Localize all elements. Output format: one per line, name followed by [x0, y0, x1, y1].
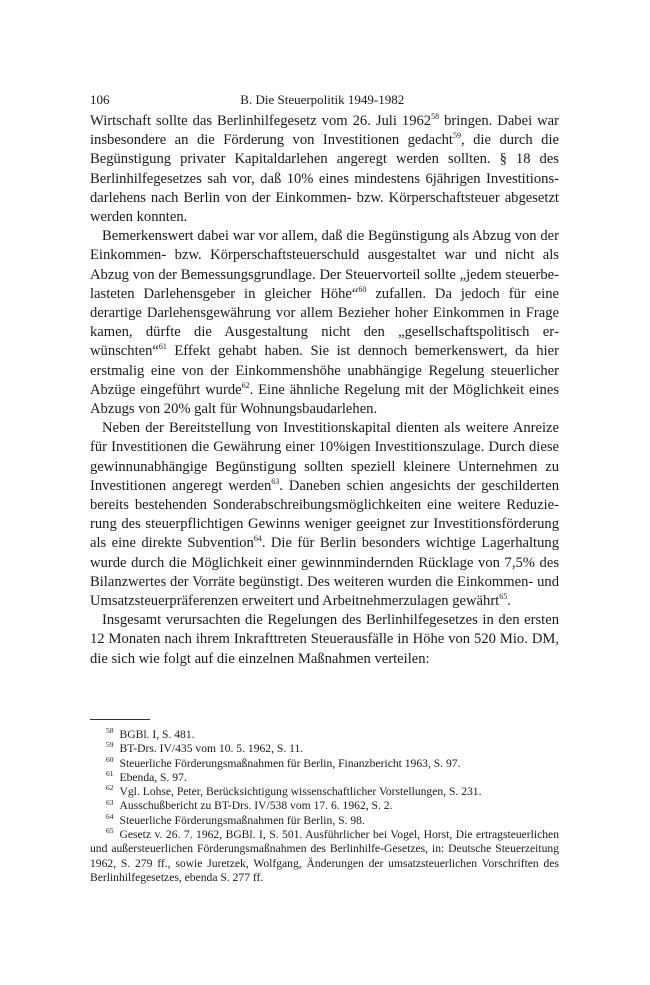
footnote: [90, 742, 559, 756]
footnote-number: 61: [106, 769, 114, 779]
paragraph-text: Bemerkenswert dabei war vor allem, daß die Begünstigung als Abzug von der Einkommen- bzw. Körperschaftsteuerschuld ausgestaltet war und nicht als Abzug von der Bemessungsgrundlage. Der Steuervorteil sollte „jedem steuerbelasteten Darlehensgeber in gleicher Höhe“: [90, 228, 559, 302]
footnote: [90, 771, 559, 785]
paragraph: [90, 227, 559, 419]
paragraph-text: . Eine ähnliche Regelung mit der Möglichkeit eines Abzugs von 20% galt für Wohnungsbaudarlehen.: [90, 381, 559, 418]
paragraph: [90, 112, 559, 227]
footnote-text: Vgl. Lohse, Peter, Berücksichtigung wissenschaftlicher Vorstellungen, S. 231.: [119, 785, 482, 799]
footnote-text: Ausschußbericht zu BT-Drs. IV/538 vom 17. 6. 1962, S. 2.: [119, 799, 393, 813]
footnote-divider: [90, 719, 150, 720]
paragraph-text: Wirtschaft sollte das Berlinhilfegesetz vom 26. Juli 1962: [90, 113, 432, 129]
footnote-number: 60: [106, 754, 114, 764]
paragraph-text: . Die für Berlin besonders wichtige Lagerhaltung wurde durch die Möglichkeit einer gewinnmindernden Rücklage von 7,5% des Bilanzwertes der Vorräte begünstigt. Des weiteren wurden die Einkommen- und Umsatzsteuerpräferenzen erweitert und Arbeitnehmerzulagen gewährt: [90, 535, 559, 610]
running-title: B. Die Steuerpolitik 1949-1982: [240, 92, 405, 107]
footnote-ref[interactable]: 61: [158, 342, 167, 352]
paragraph: [90, 419, 559, 611]
footnote-number: 64: [106, 811, 114, 821]
running-header: [90, 92, 559, 112]
footnote: [90, 728, 559, 742]
footnote: [90, 799, 559, 813]
paragraph-text: bringen. Dabei war insbesondere an die Förderung von Investitionen gedacht: [90, 113, 559, 149]
paragraph-text: Insgesamt verursachten die Regelungen des Berlinhilfegesetzes in den ersten 12 Monaten nach ihrem Inkrafttreten Steuerausfälle in Höhe von 520 Mio. DM, die sich wie folgt auf die einzelnen Maßnahmen verteilen:: [90, 612, 559, 667]
footnote-ref[interactable]: 65: [499, 592, 508, 602]
footnote-number: 65: [106, 826, 114, 836]
paragraph-text: Neben der Bereitstellung von Investitionskapital dienten als weitere Anreize für Investitionen die Gewährung einer 10%igen Investitionszulage. Durch diese gewinnunabhängige Begünstigung sollten speziell kleinere Unternehmen zu Investitionen angeregt werden: [90, 420, 559, 494]
footnote-ref[interactable]: 63: [271, 477, 280, 486]
page-content: [90, 92, 559, 669]
paragraph-text: , die durch die Begünstigung privater Kapitaldarlehen angeregt werden sollten. § 18 des Berlinhilfegesetzes sah vor, daß 10% eines mindestens 6jährigen Investitionsdarlehens nach Berlin von der Einkommen- bzw. Körperschaftsteuer abgesetzt werden konnten.: [90, 132, 560, 226]
footnote: [90, 828, 559, 885]
footnote-text: BT-Drs. IV/435 vom 10. 5. 1962, S. 11.: [119, 742, 304, 756]
footnote-ref[interactable]: 60: [358, 284, 367, 294]
footnote-text: Gesetz v. 26. 7. 1962, BGBl. I, S. 501. Ausführlicher bei Vogel, Horst, Die ertragsteuerlichen und außersteuerlichen Förderungsmaßnahmen des Berlinhilfe-Gesetzes, in: Deutsche Steuerzeitung 1962, S. 279 ff., sowie Juretzek, Wolfgang, Änderungen der umsatzsteuerlichen Vorschriften des Berlinhilfegesetzes, ebenda S. 277 ff.: [90, 828, 559, 884]
footnote-number: 63: [106, 797, 114, 807]
footnote: [90, 785, 559, 799]
footnote-text: Steuerliche Förderungsmaßnahmen für Berlin, S. 98.: [119, 813, 365, 827]
footnote-text: Ebenda, S. 97.: [119, 770, 187, 784]
footnote-ref[interactable]: 59: [453, 131, 461, 141]
footnotes: [90, 728, 559, 885]
page-number: 106: [90, 92, 110, 107]
paragraph-text: .: [507, 593, 511, 610]
footnote: [90, 754, 559, 771]
footnote-ref[interactable]: 62: [241, 380, 250, 390]
footnote-number: 59: [106, 740, 114, 750]
footnote-text: BGBl. I, S. 481.: [119, 728, 195, 741]
footnote-text: Steuerliche Förderungsmaßnahmen für Berlin, Finanzbericht 1963, S. 97.: [119, 756, 461, 770]
paragraph-text: Effekt gehabt haben. Sie ist dennoch bemerkenswert, da hier erstmalig eine von der Einkommenshöhe unabhängige Regelung steuerlicher Abzüge eingeführt wurde: [90, 343, 559, 398]
footnote-number: 58: [106, 726, 114, 736]
footnote-number: 62: [106, 783, 114, 793]
footnote: [90, 811, 559, 828]
body-text: [90, 112, 559, 669]
paragraph: [90, 611, 559, 669]
footnote-ref[interactable]: 64: [253, 534, 262, 544]
paragraph-text: zufallen. Da jedoch für eine derartige Darlehensgewährung vor allem Bezieher hoher Einkommen in Frage kamen, dürfte die Ausgestaltung nicht den „gesellschaftspolitisch erwünschten“: [90, 285, 559, 360]
paragraph-text: . Daneben schien angesichts der geschilderten bereits bestehenden Sonderabschreibungsmöglichkeiten eine weitere Reduzierung des steuerpflichtigen Gewinns weniger geeignet zur Investitionsförderung als eine direkte Subvention: [90, 477, 559, 552]
footnote-ref[interactable]: 58: [431, 112, 440, 122]
